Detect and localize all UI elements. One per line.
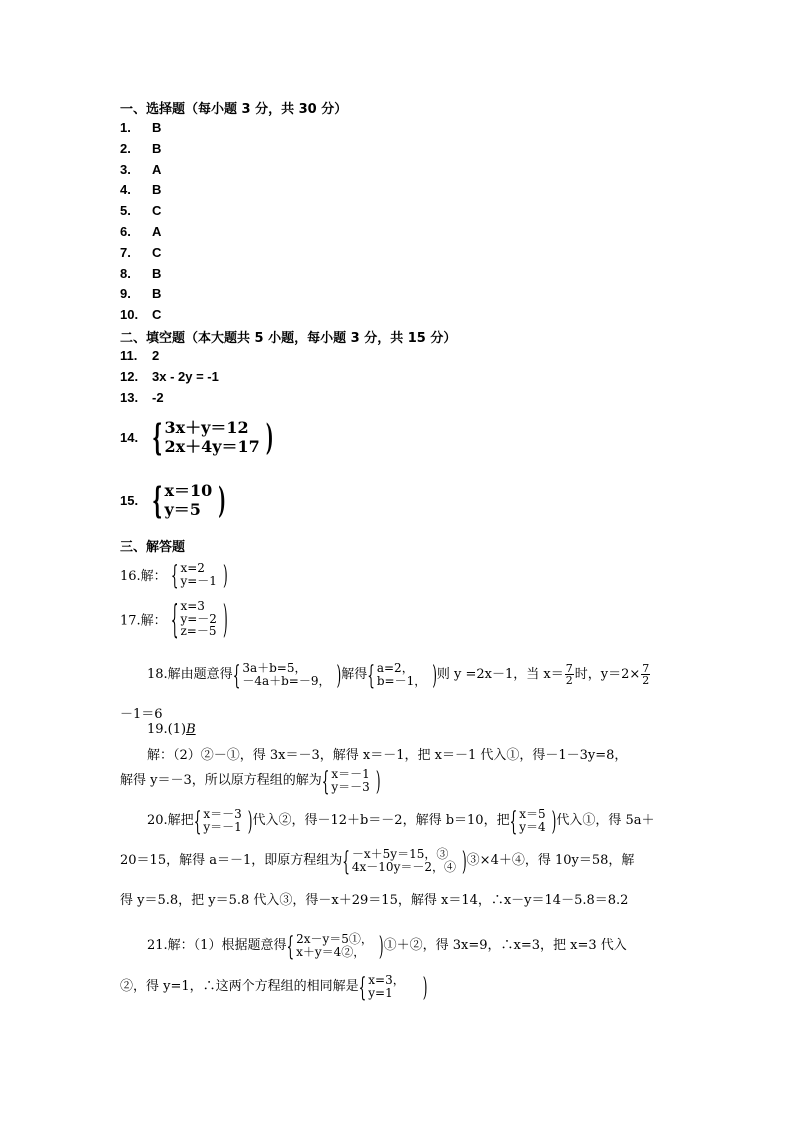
equation-system: { x=3 y=－2 z=－5 ) [170,596,228,642]
question-number: 8. [120,265,131,281]
answer-letter: B [152,120,162,135]
answer-letter: A [152,224,162,239]
answer-letter: C [152,203,162,219]
answer-21-line1: 21.解：（1）根据题意得 { 2x－y＝5①， x＋y＝4②， ) ①＋②，得 3x=9，∴x=3，把 x=3 代入 [147,930,627,961]
fraction: $\frac{7}{2}$ [565,662,573,688]
question-number: 6. [120,224,131,239]
choice-answer-row [120,245,161,260]
equation-system: { x＝10 y＝5 ) [152,479,226,522]
question-number: 4. [120,182,131,198]
answer-letter: A [152,161,162,177]
answer-letter: B [152,182,162,198]
choice-answer-row [120,120,161,135]
answer-19-line2: 解得 y＝－3，所以原方程组的解为 { x＝－1 y＝－3 ) [120,765,381,796]
equation-system: { x＝－1 y＝－3 ) [321,765,381,796]
section-title-solve: 三、解答题 [120,540,186,555]
choice-answer-row [120,224,161,239]
fraction: $\frac{7}{2}$ [642,662,650,688]
answer-20-line1: 20.解把 { x＝－3 y＝－1 ) 代入②，得－12＋b＝－2，解得 b＝10，把 { x＝5 y＝4 ) 代入①，得 5a＋ [147,805,655,836]
answer-letter: C [152,244,162,260]
choice-answer-row [120,162,161,177]
answer-20-line2: 20＝15，解得 a＝－1，即原方程组为 { －x＋5y＝15，③ 4x－10y＝－2，④ ) ③×4＋④，得 10y＝58，解 [120,845,635,876]
answer-letter: B [152,140,162,156]
section-title-choice: 一、选择题（每小题 3 分，共 30 分） [120,102,348,117]
question-number: 9. [120,286,131,302]
equation-system: { －x＋5y＝15，③ 4x－10y＝－2，④ ) [342,845,467,876]
equation-system: { x＝－3 y＝－1 ) [193,805,253,836]
question-number: 2. [120,140,131,156]
answer-21-line2: ②，得 y=1，∴这两个方程组的相同解是 { x=3， y=1 ) [120,971,428,1002]
answer-18-line1: 18.解由题意得 { 3a＋b=5， －4a＋b=－9， ) 解得 { a=2， b=－1， ) 则 y =2x－1，当 x＝ $\frac{7}{2}$ 时，y＝2× $\frac{7}{2}$ [147,659,650,690]
answer-20-line3: 得 y＝5.8，把 y＝5.8 代入③，得－x＋29＝15，解得 x＝14，∴x－y＝14－5.8＝8.2 [120,893,629,908]
question-number: 3. [120,161,131,177]
answer-letter: B [152,265,162,281]
answer-13: 13. -2 [120,390,164,405]
equation-system: { x=2 y=－1 ) [170,559,228,590]
equation-system: { 2x－y＝5①， x＋y＝4②， ) [286,930,384,961]
choice-answer-row [120,307,161,322]
question-number: 7. [120,244,131,260]
equation-system: { x＝5 y＝4 ) [509,805,557,836]
section-title-fill: 二、填空题（本大题共 5 小题，每小题 3 分，共 15 分） [120,331,457,346]
answer-14: 14. { 3x＋y＝12 2x＋4y＝17 ) [120,416,274,459]
answer-11: 11. 2 [120,348,160,363]
answer-12: 12. 3x - 2y = -1 [120,369,219,384]
question-number: 5. [120,203,131,219]
choice-answer-row [120,203,161,218]
equation-system: { 3x＋y＝12 2x＋4y＝17 ) [152,416,274,459]
answer-19-head: 19.(1)B [147,722,196,737]
answer-15: 15. { x＝10 y＝5 ) [120,479,226,522]
question-number: 10. [120,307,139,323]
answer-19-line1: 解：（2）②－①，得 3x＝－3，解得 x＝－1，把 x＝－1 代入①，得－1－3y=8， [147,748,628,763]
answer-16: 16.解： { x=2 y=－1 ) [120,559,228,590]
choice-answer-row [120,141,161,156]
equation-system: { 3a＋b=5， －4a＋b=－9， ) [232,659,342,690]
equation-system: { a=2， b=－1， ) [367,659,437,690]
equation-system: { x=3， y=1 ) [358,971,428,1002]
choice-answer-row [120,182,161,197]
answer-letter: C [152,307,162,323]
answer-letter: B [152,286,162,302]
answer-18-line2: －1＝6 [120,707,163,722]
choice-answer-row [120,266,161,281]
choice-answer-row [120,286,161,301]
question-number: 1. [120,120,131,135]
answer-17: 17.解： { x=3 y=－2 z=－5 ) [120,596,228,642]
